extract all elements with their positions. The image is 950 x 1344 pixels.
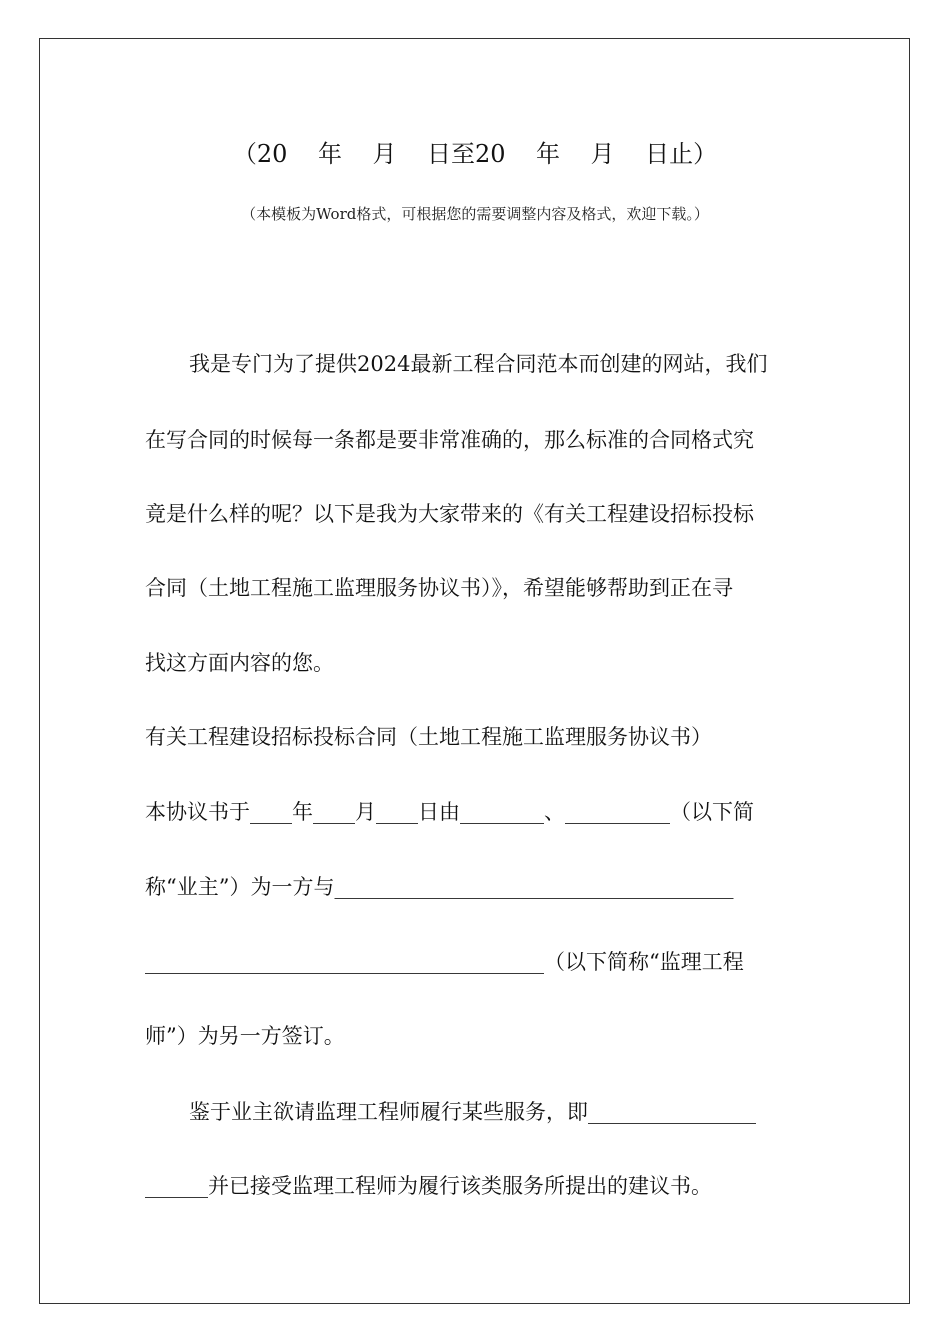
intro-line-2: 在写合同的时候每一条都是要非常准确的，那么标准的合同格式究 <box>145 428 754 452</box>
template-note: （本模板为Word格式，可根据您的需要调整内容及格式，欢迎下载。） <box>241 205 709 223</box>
agreement-line-4: 师”）为另一方签订。 <box>145 1024 345 1048</box>
intro-line-4: 合同（土地工程施工监理服务协议书）》，希望能够帮助到正在寻 <box>145 576 733 600</box>
intro-line-1: 我是专门为了提供2024最新工程合同范本而创建的网站，我们 <box>189 352 768 376</box>
date-range-title: （20 年 月 日至20 年 月 日止） <box>232 140 718 168</box>
whereas-line-2: ______并已接受监理工程师为履行该类服务所提出的建议书。 <box>145 1174 712 1198</box>
intro-line-5: 找这方面内容的您。 <box>145 651 334 675</box>
agreement-line-3: ______________________________________（以下简称“监理工程 <box>145 950 744 974</box>
agreement-line-2: 称“业主”）为一方与______________________________________ <box>145 875 734 899</box>
whereas-line-1: 鉴于业主欲请监理工程师履行某些服务，即________________ <box>189 1100 756 1124</box>
intro-line-3: 竟是什么样的呢？以下是我为大家带来的《有关工程建设招标投标 <box>145 502 754 526</box>
agreement-line-1: 本协议书于____年____月____日由________、__________（以下简 <box>145 800 754 824</box>
contract-heading: 有关工程建设招标投标合同（土地工程施工监理服务协议书） <box>145 725 712 749</box>
